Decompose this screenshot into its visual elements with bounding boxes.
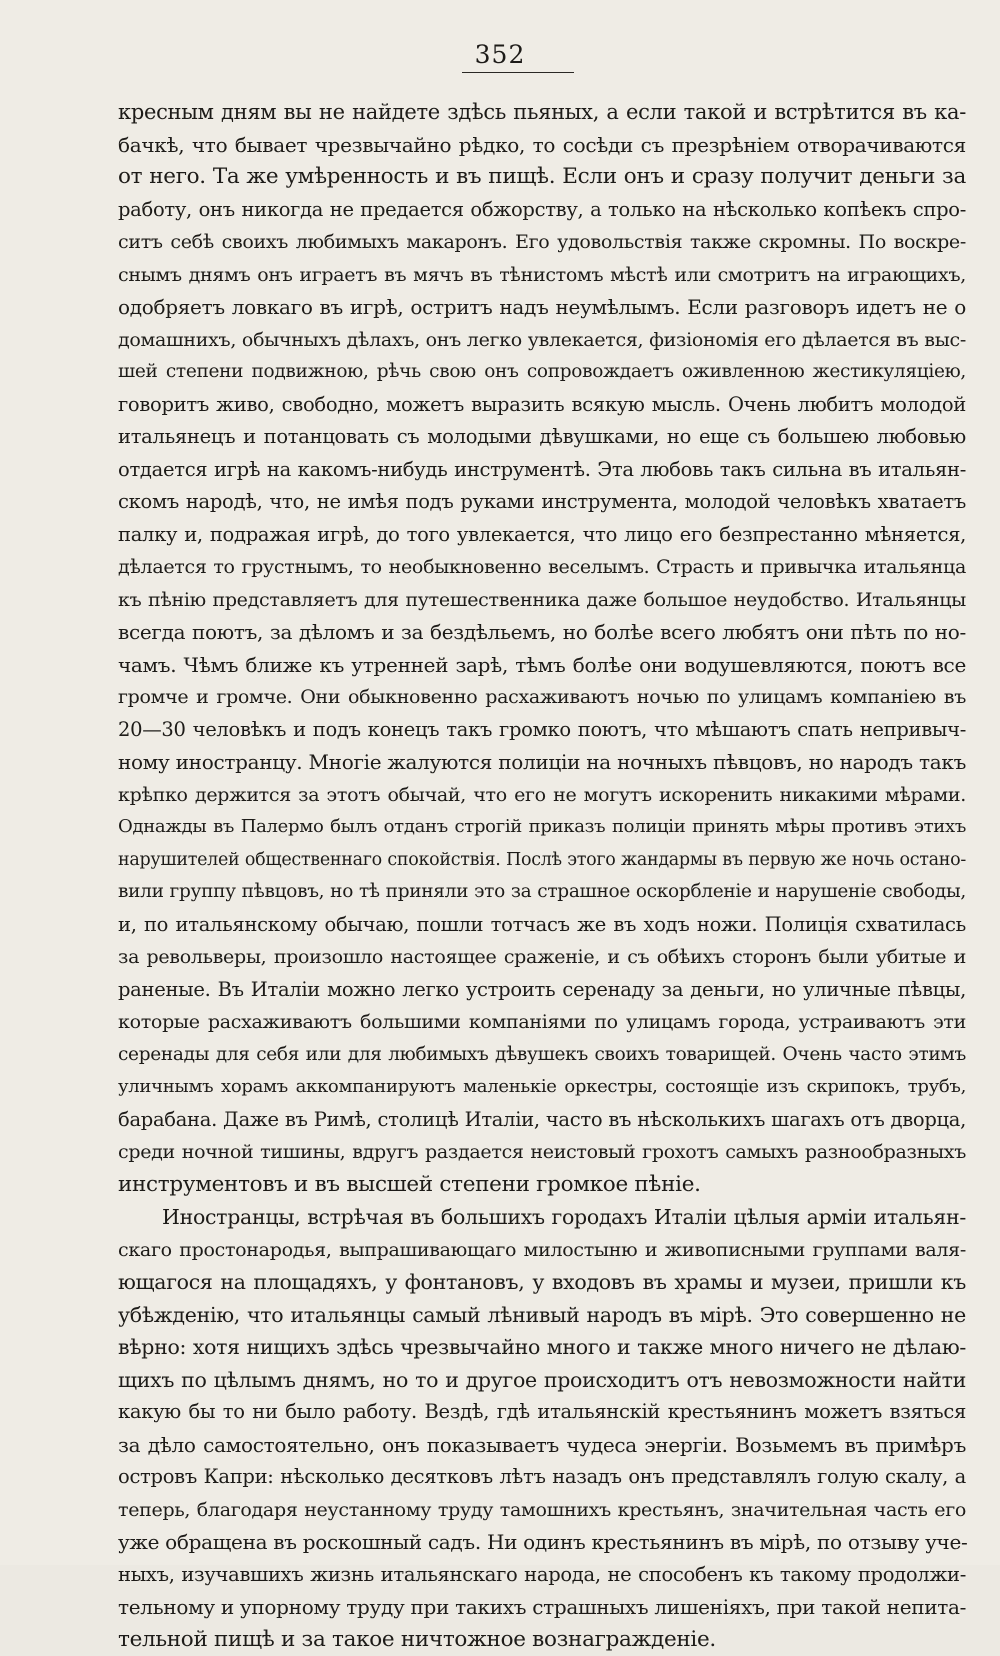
text-line: одобряетъ ловкаго въ игрѣ, остритъ надъ неумѣлымъ. Если разговоръ идетъ не о <box>118 291 966 324</box>
text-line: уже обращена въ роскошный садъ. Ни одинъ крестьянинъ въ мiрѣ, по отзыву уче- <box>118 1526 966 1559</box>
text-line: шей степени подвижною, рѣчь свою онъ сопровождаетъ оживленною жестикуляцiею, <box>118 356 966 389</box>
text-line: ному иностранцу. Многiе жалуются полицiи на ночныхъ пѣвцовъ, но народъ такъ <box>118 746 966 779</box>
text-line: которые расхаживаютъ большими компанiями по улицамъ города, устраиваютъ эти <box>118 1006 966 1039</box>
text-line: серенады для себя или для любимыхъ дѣвушекъ своихъ товарищей. Очень часто этимъ <box>118 1039 966 1072</box>
text-line: убѣжденiю, что итальянцы самый лѣнивый народъ въ мiрѣ. Это совершенно не <box>118 1299 966 1332</box>
text-line: 20—30 человѣкъ и подъ конецъ такъ громко поютъ, что мѣшаютъ спать непривыч- <box>118 714 966 747</box>
paragraph <box>118 96 966 1201</box>
page-number-rule <box>462 72 574 73</box>
text-line: отдается игрѣ на какомъ-нибудь инструментѣ. Эта любовь такъ сильна въ итальян- <box>118 454 966 487</box>
text-line: скомъ народѣ, что, не имѣя подъ руками инструмента, молодой человѣкъ хватаетъ <box>118 486 966 519</box>
text-line: тельной пищѣ и за такое ничтожное вознагражденiе. <box>118 1624 966 1656</box>
text-line: дѣлается то грустнымъ, то необыкновенно веселымъ. Страсть и привычка итальянца <box>118 551 966 584</box>
text-line: и, по итальянскому обычаю, пошли тотчасъ же въ ходъ ножи. Полицiя схватилась <box>118 909 966 942</box>
text-line: вили группу пѣвцовъ, но тѣ приняли это за страшное оскорбленiе и нарушенiе свободы, <box>118 876 966 909</box>
text-line: домашнихъ, обычныхъ дѣлахъ, онъ легко увлекается, физiономiя его дѣлается въ выс- <box>118 324 966 357</box>
text-line: островъ Капри: нѣсколько десятковъ лѣтъ назадъ онъ представлялъ голую скалу, а <box>118 1461 966 1494</box>
text-line: крѣпко держится за этотъ обычай, что его не могутъ искоренить никакими мѣрами. <box>118 779 966 812</box>
text-line: снымъ днямъ онъ играетъ въ мячъ въ тѣнистомъ мѣстѣ или смотритъ на играющихъ, <box>118 259 966 292</box>
text-line: тельному и упорному труду при такихъ страшныхъ лишенiяхъ, при такой непита- <box>118 1591 966 1624</box>
text-line: говоритъ живо, свободно, можетъ выразить всякую мысль. Очень любитъ молодой <box>118 389 966 422</box>
text-line: уличнымъ хорамъ аккомпанируютъ маленькiе оркестры, состоящiе изъ скрипокъ, трубъ, <box>118 1071 966 1104</box>
text-line: нарушителей общественнаго спокойствiя. Послѣ этого жандармы въ первую же ночь остано- <box>118 844 966 877</box>
text-line: работу, онъ никогда не предается обжорству, а только на нѣсколько копѣекъ спро- <box>118 194 966 227</box>
text-line: инструментовъ и въ высшей степени громкое пѣнiе. <box>118 1169 966 1202</box>
text-line: теперь, благодаря неустанному труду тамошнихъ крестьянъ, значительная часть его <box>118 1494 966 1527</box>
text-line: итальянецъ и потанцовать съ молодыми дѣвушками, но еще съ большею любовью <box>118 421 966 454</box>
text-line: какую бы то ни было работу. Вездѣ, гдѣ итальянскiй крестьянинъ можетъ взяться <box>118 1396 966 1429</box>
text-line: от него. Та же умѣренность и въ пищѣ. Если онъ и сразу получит деньги за <box>118 161 966 194</box>
text-line: ситъ себѣ своихъ любимыхъ макаронъ. Его удовольствiя также скромны. По воскре- <box>118 226 966 259</box>
text-line: Однажды въ Палермо былъ отданъ строгiй приказъ полицiи принять мѣры противъ этихъ <box>118 811 966 844</box>
text-line: раненые. Въ Италiи можно легко устроить серенаду за деньги, но уличные пѣвцы, <box>118 974 966 1007</box>
text-line: щихъ по цѣлымъ днямъ, но то и другое происходитъ отъ невозможности найти <box>118 1364 966 1397</box>
paragraph <box>118 1201 966 1656</box>
page-number: 352 <box>0 40 1000 69</box>
text-line: всегда поютъ, за дѣломъ и за бездѣльемъ, но болѣе всего любятъ они пѣть по но- <box>118 616 966 649</box>
text-line: ныхъ, изучавшихъ жизнь итальянскаго народа, не способенъ къ такому продолжи- <box>118 1559 966 1592</box>
text-line: скаго простонародья, выпрашивающаго милостыню и живописными группами валя- <box>118 1234 966 1267</box>
text-line: бачкѣ, что бывает чрезвычайно рѣдко, то сосѣди съ презрѣнiем отворачиваются <box>118 129 966 162</box>
text-line: за дѣло самостоятельно, онъ показываетъ чудеса энергiи. Возьмемъ въ примѣръ <box>118 1429 966 1462</box>
text-line: за револьверы, произошло настоящее сраженiе, и съ обѣихъ сторонъ были убитые и <box>118 941 966 974</box>
text-line: Иностранцы, встрѣчая въ большихъ городахъ Италiи цѣлыя армiи итальян- <box>118 1201 966 1234</box>
text-line: чамъ. Чѣмъ ближе къ утренней зарѣ, тѣмъ болѣе они водушевляются, поютъ все <box>118 649 966 682</box>
text-line: барабана. Даже въ Римѣ, столицѣ Италiи, часто въ нѣсколькихъ шагахъ отъ дворца, <box>118 1104 966 1137</box>
text-line: ющагося на площадяхъ, у фонтановъ, у входовъ въ храмы и музеи, пришли къ <box>118 1266 966 1299</box>
text-line: палку и, подражая игрѣ, до того увлекается, что лицо его безпрестанно мѣняется, <box>118 519 966 552</box>
text-line: среди ночной тишины, вдругъ раздается неистовый грохотъ самыхъ разнообразныхъ <box>118 1136 966 1169</box>
text-line: громче и громче. Они обыкновенно расхаживаютъ ночью по улицамъ компанiею въ <box>118 681 966 714</box>
body-text <box>118 96 966 1656</box>
text-line: къ пѣнiю представляетъ для путешественника даже большое неудобство. Итальянцы <box>118 584 966 617</box>
text-line: вѣрно: хотя нищихъ здѣсь чрезвычайно много и также много ничего не дѣлаю- <box>118 1331 966 1364</box>
text-line: кресным дням вы не найдете здѣсь пьяных, а если такой и встрѣтится въ ка- <box>118 96 966 129</box>
